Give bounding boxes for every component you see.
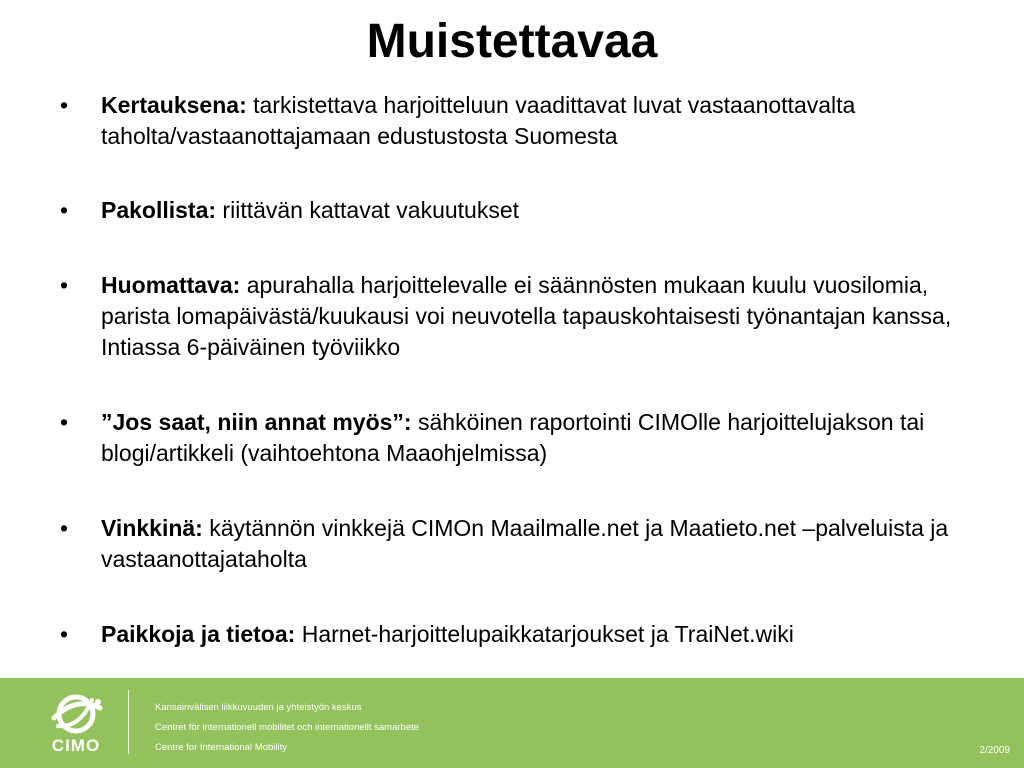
bullet-item — [60, 90, 990, 152]
org-name-sv: Centret för internationell mobilitet och internationellt samarbete — [155, 722, 420, 733]
org-name-fi: Kansainvälisen liikkuvuuden ja yhteistyön keskus — [155, 702, 362, 713]
bullet-item — [60, 619, 990, 650]
footer-bar — [0, 678, 1024, 768]
bullet-term: ”Jos saat, niin annat myös”: — [101, 409, 412, 435]
cimo-globe-icon — [40, 692, 112, 736]
bullet-marker: • — [60, 272, 69, 298]
bullet-term: Pakollista: — [101, 197, 217, 223]
bullet-item — [60, 270, 990, 363]
page-marker: 2/2009 — [979, 745, 1010, 756]
cimo-logo — [40, 692, 112, 762]
bullet-item — [60, 513, 990, 575]
organization-names — [155, 698, 419, 758]
bullet-marker: • — [60, 92, 69, 118]
bullet-marker: • — [60, 197, 69, 223]
org-name-en: Centre for International Mobility — [155, 742, 288, 753]
bullet-marker: • — [60, 621, 69, 647]
logo-text: CIMO — [51, 736, 101, 755]
bullet-item — [60, 407, 990, 469]
footer-divider — [128, 690, 129, 754]
bullet-marker: • — [60, 515, 69, 541]
bullet-text: riittävän kattavat vakuutukset — [216, 197, 520, 223]
bullet-list — [60, 90, 990, 650]
bullet-text: Harnet-harjoittelupaikkatarjoukset ja TraiNet.wiki — [295, 621, 794, 647]
bullet-term: Vinkkinä: — [101, 515, 203, 541]
slide-title: Muistettavaa — [366, 15, 658, 68]
bullet-term: Kertauksena: — [101, 92, 247, 118]
bullet-term: Paikkoja ja tietoa: — [101, 621, 296, 647]
bullet-term: Huomattava: — [101, 272, 241, 298]
bullet-text: sähköinen raportointi CIMOlle harjoittelujakson tai blogi/artikkeli (vaihtoehtona Maaohjelmissa) — [101, 409, 925, 466]
bullet-marker: • — [60, 409, 69, 435]
bullet-text: apurahalla harjoittelevalle ei säännösten mukaan kuulu vuosilomia, parista lomapäivästä/kuukausi voi neuvotella tapauskohtaisesti työnantajan kanssa, Intiassa 6-päiväinen työviikko — [101, 272, 952, 360]
bullet-item — [60, 195, 990, 226]
bullet-text: käytännön vinkkejä CIMOn Maailmalle.net ja Maatieto.net –palveluista ja vastaanottajataholta — [101, 515, 949, 572]
bullet-text: tarkistettava harjoitteluun vaadittavat luvat vastaanottavalta taholta/vastaanottajamaan edustustosta Suomesta — [101, 92, 856, 149]
